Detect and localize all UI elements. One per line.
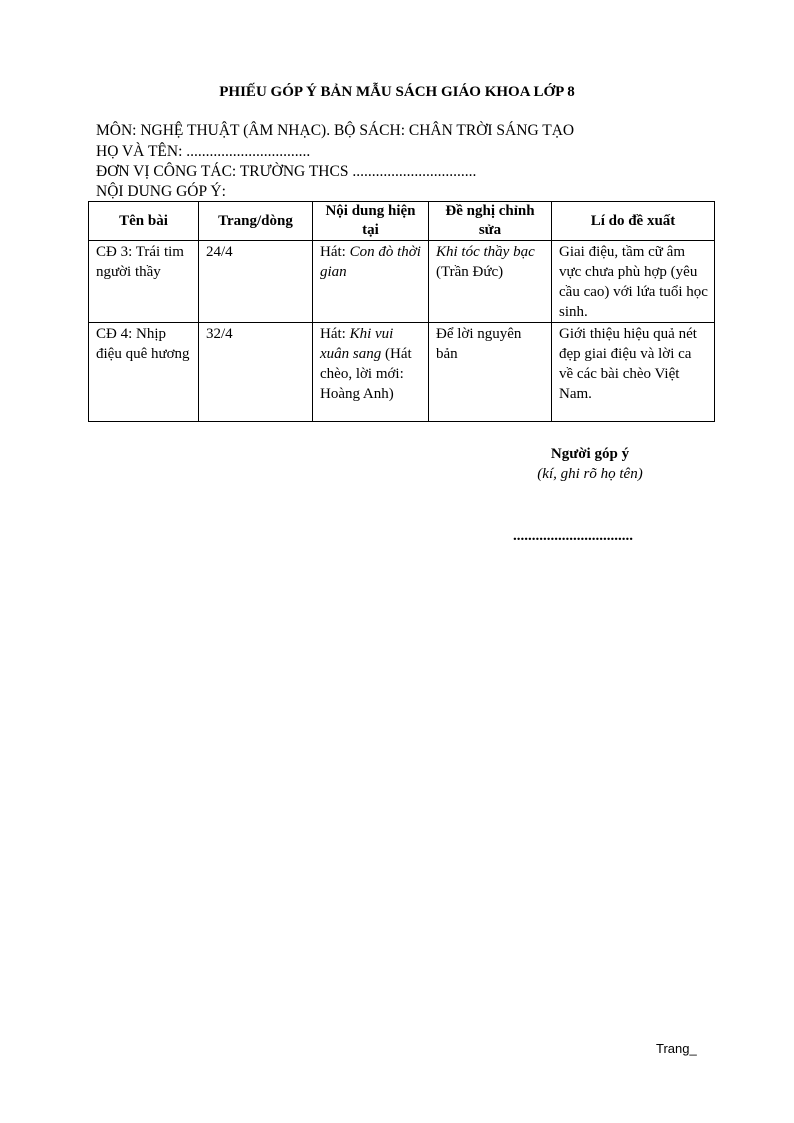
cell-page-line: 24/4 — [199, 241, 313, 323]
table-header-row — [89, 202, 715, 241]
cell-proposal — [429, 241, 552, 323]
table-row — [89, 241, 715, 323]
current-song-title: Khi vui xuân sang — [320, 326, 394, 362]
proposal-suffix: Để lời nguyên bản — [436, 326, 522, 362]
page-number-label: Trang_ — [656, 1041, 697, 1056]
header-current-content: Nội dung hiện tại — [313, 202, 429, 241]
header-proposal: Đề nghị chỉnh sửa — [429, 202, 552, 241]
cell-proposal — [429, 323, 552, 422]
signer-note: (kí, ghi rõ họ tên) — [537, 466, 643, 482]
header-page-line: Trang/dòng — [199, 202, 313, 241]
cell-lesson: CĐ 3: Trái tim người thầy — [89, 241, 199, 323]
cell-page-line: 32/4 — [199, 323, 313, 422]
feedback-table — [88, 201, 715, 422]
table-row — [89, 323, 715, 422]
current-prefix: Hát: — [320, 244, 350, 260]
signer-title: Người góp ý — [550, 446, 630, 462]
document-title: PHIẾU GÓP Ý BẢN MẪU SÁCH GIÁO KHOA LỚP 8 — [219, 84, 575, 100]
cell-reason: Giới thiệu hiệu quả nét đẹp giai điệu và lời ca về các bài chèo Việt Nam. — [552, 323, 715, 422]
current-prefix: Hát: — [320, 326, 350, 342]
subject-line: MÔN: NGHỆ THUẬT (ÂM NHẠC). BỘ SÁCH: CHÂN TRỜI SÁNG TẠO — [96, 122, 575, 139]
header-lesson: Tên bài — [89, 202, 199, 241]
current-song-title: Con đò thời gian — [320, 244, 421, 280]
cell-current-content — [313, 241, 429, 323]
header-reason: Lí do đề xuất — [552, 202, 715, 241]
name-line: HỌ VÀ TÊN: ................................ — [96, 143, 311, 160]
cell-reason: Giai điệu, tầm cữ âm vực chưa phù hợp (yêu cầu cao) với lứa tuổi học sinh. — [552, 241, 715, 323]
cell-current-content — [313, 323, 429, 422]
proposal-song-title: Khi tóc thầy bạc — [436, 244, 535, 260]
unit-line: ĐƠN VỊ CÔNG TÁC: TRƯỜNG THCS ................................ — [96, 163, 477, 180]
cell-lesson: CĐ 4: Nhịp điệu quê hương — [89, 323, 199, 422]
proposal-suffix: (Trần Đức) — [436, 264, 504, 280]
current-suffix: (Hát chèo, lời mới: Hoàng Anh) — [320, 346, 412, 402]
content-label: NỘI DUNG GÓP Ý: — [96, 183, 226, 200]
signature-line: ................................ — [513, 528, 633, 544]
